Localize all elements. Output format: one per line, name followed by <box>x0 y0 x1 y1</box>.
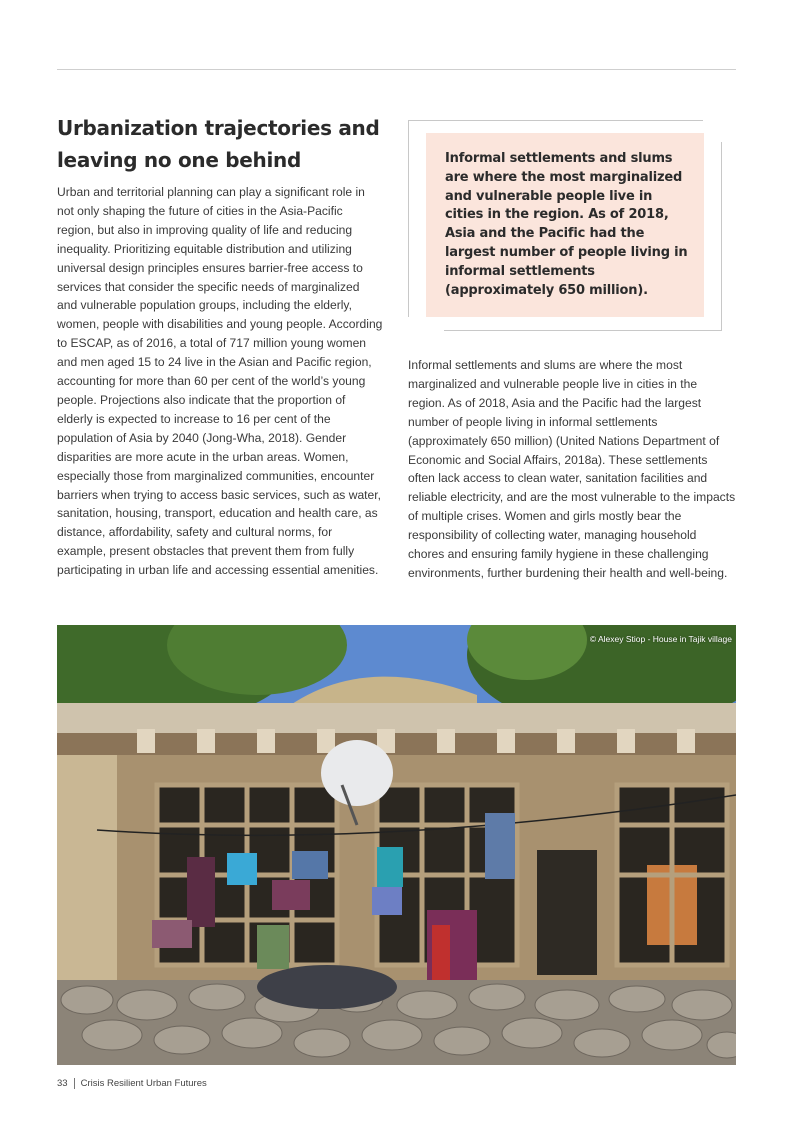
footer-separator <box>74 1078 75 1089</box>
body-text-left: Urban and territorial planning can play a significant role in not only shaping the future of cities in the Asia-Pacific region, but also in improving quality of life and reducing inequality. Prioritizing equitable distribution and utilizing universal design principles ensures barrier-free access to services that consider the specific needs of marginalized and vulnerable population groups, including the elderly, women, people with disabilities and young people. According to ESCAP, as of 2016, a total of 717 million young women and men aged 15 to 24 live in the Asian and Pacific region, accounting for more than 60 per cent of the world’s young people. Projections also indicate that the proportion of elderly is expected to increase to 16 per cent of the population of Asia by 2040 (Jong-Wha, 2018). Gender disparities are more acute in the urban areas. Women, especially those from marginalized communities, encounter barriers when trying to access basic services, such as water, sanitation, housing, transport, education and health care, as distance, affordability, safety and cultural norms, for example, present obstacles that prevent them from fully participating in urban life and accessing essential amenities. <box>57 185 383 578</box>
page-number: 33 <box>57 1078 68 1089</box>
pull-quote-box <box>426 133 704 317</box>
photo-credit: © Alexey Stiop - House in Tajik village <box>589 634 732 644</box>
village-house-photo <box>57 625 736 1065</box>
body-text-right: Informal settlements and slums are where the most marginalized and vulnerable people live in cities in the region. As of 2018, Asia and the Pacific had the largest number of people living in informal settlements (approximately 650 million) (United Nations Department of Economic and Social Affairs, 2018a). These settlements often lack access to clean water, sanitation facilities and reliable electricity, and are the most vulnerable to the impacts of multiple crises. Women and girls mostly bear the responsibility of collecting water, managing household chores and ensuring family hygiene in these challenging environments, further burdening their health and well-being. <box>408 358 736 580</box>
page-footer <box>57 1078 207 1089</box>
village-house-illustration <box>57 625 736 1065</box>
top-rule <box>57 69 736 70</box>
pull-quote-text: Informal settlements and slums are where the most marginalized and vulnerable people live in cities in the region. As of 2018, Asia and the Pacific had the largest number of people living in informal settlements (approximately 650 million). <box>445 151 688 298</box>
publication-title: Crisis Resilient Urban Futures <box>80 1078 207 1089</box>
section-heading: Urbanization trajectories and leaving no one behind <box>57 116 380 172</box>
